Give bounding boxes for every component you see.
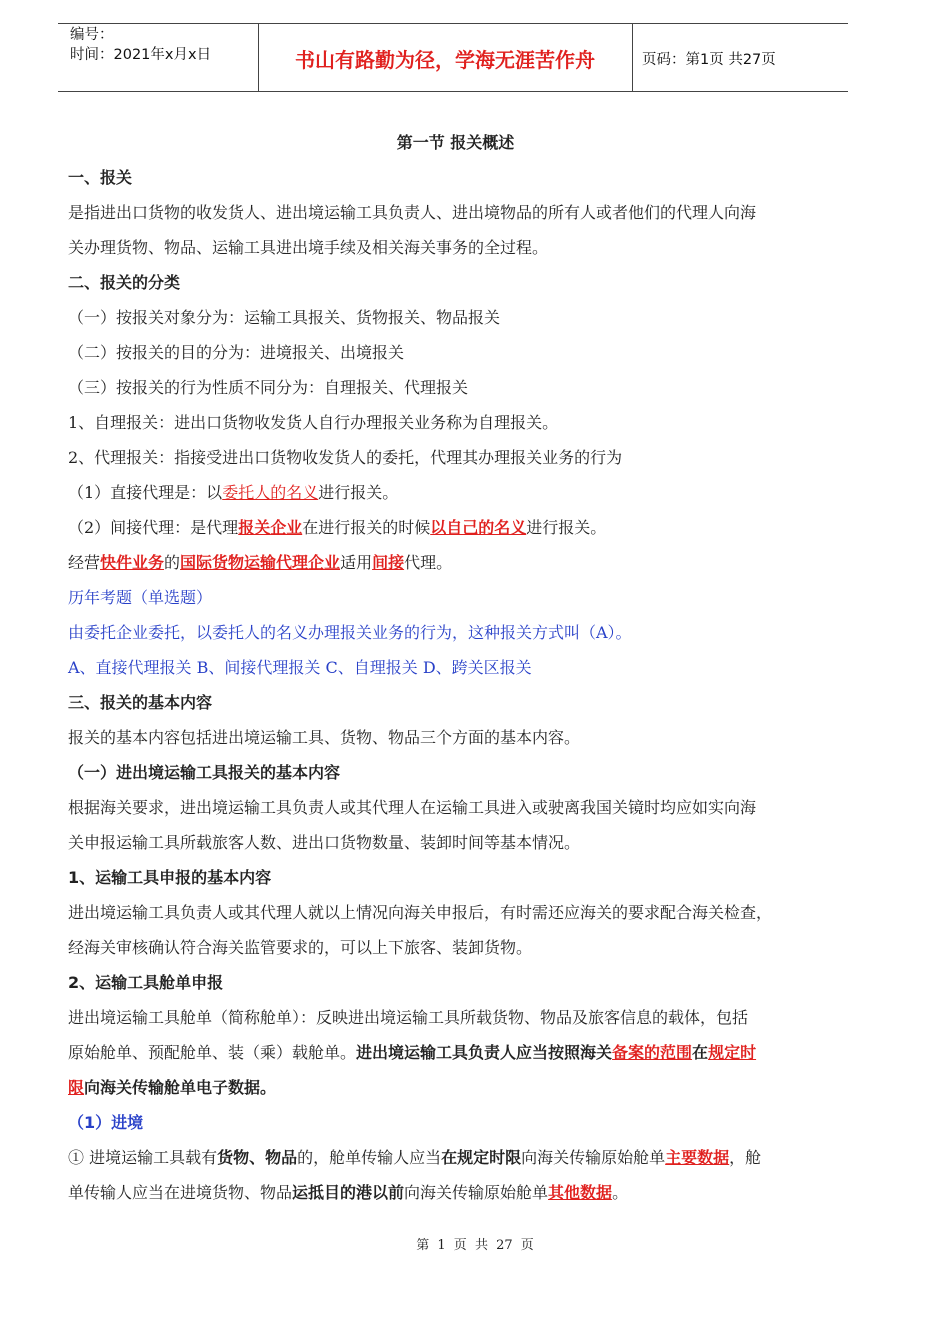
paragraph: 进出境运输工具负责人或其代理人就以上情况向海关申报后，有时需还应海关的要求配合海关检查， bbox=[68, 903, 773, 922]
paragraph: 经海关审核确认符合海关监管要求的，可以上下旅客、装卸货物。 bbox=[68, 938, 533, 957]
footer-text: 第 bbox=[416, 1238, 430, 1253]
subheading-manifest: 2、运输工具舱单申报 bbox=[68, 973, 224, 992]
header-divider-right bbox=[632, 24, 633, 91]
highlight-text: 报关企业 bbox=[238, 518, 303, 537]
header-top-rule bbox=[58, 23, 848, 24]
footer-text: 页 bbox=[453, 1238, 467, 1253]
heading-classification: 二、报关的分类 bbox=[68, 273, 181, 292]
paragraph: 关申报运输工具所载旅客人数、进出口货物数量、装卸时间等基本情况。 bbox=[68, 833, 581, 852]
highlight-text: 规定时 bbox=[708, 1043, 757, 1062]
subheading-transport-declaration: 1、运输工具申报的基本内容 bbox=[68, 868, 272, 887]
text: （1）直接代理是：以 bbox=[68, 483, 223, 502]
bold-text: 在规定时限 bbox=[441, 1148, 522, 1167]
text: 向海关传输原始舱单 bbox=[404, 1183, 549, 1202]
header-number-label: 编号： bbox=[70, 27, 114, 43]
text: 在进行报关的时候 bbox=[302, 518, 431, 537]
footer-page-number: 1 bbox=[437, 1238, 446, 1253]
footer-total-pages: 27 bbox=[496, 1238, 513, 1253]
paragraph-manifest bbox=[68, 1035, 843, 1070]
page-footer bbox=[0, 1234, 950, 1253]
bold-text: 货物、物品 bbox=[217, 1148, 298, 1167]
paragraph: 报关的基本内容包括进出境运输工具、货物、物品三个方面的基本内容。 bbox=[68, 728, 581, 747]
highlight-text: 委托人的名义 bbox=[222, 483, 319, 502]
header-motto: 书山有路勤为径，学海无涯苦作舟 bbox=[295, 48, 595, 72]
bold-text: 向海关传输舱单电子数据。 bbox=[84, 1078, 277, 1097]
bold-text: 运抵目的港以前 bbox=[292, 1183, 405, 1202]
text: 的 bbox=[164, 553, 181, 572]
paragraph: 进出境运输工具舱单（简称舱单）：反映进出境运输工具所载货物、物品及旅客信息的载体，包括 bbox=[68, 1008, 749, 1027]
highlight-text: 备案的范围 bbox=[612, 1043, 693, 1062]
highlight-text: 以自己的名义 bbox=[430, 518, 527, 537]
paragraph-manifest bbox=[68, 1070, 843, 1105]
heading-basic-content: 三、报关的基本内容 bbox=[68, 693, 213, 712]
exam-options: A、直接代理报关 B、间接代理报关 C、自理报关 D、跨关区报关 bbox=[68, 658, 532, 677]
paragraph-self-declaration: 1、自理报关：进出口货物收发货人自行办理报关业务称为自理报关。 bbox=[68, 413, 559, 432]
list-item: （一）按报关对象分为：运输工具报关、货物报关、物品报关 bbox=[68, 308, 501, 327]
paragraph-entry bbox=[68, 1140, 843, 1175]
text: 向海关传输原始舱单 bbox=[521, 1148, 666, 1167]
highlight-text: 限 bbox=[68, 1078, 85, 1097]
text: ，舱 bbox=[729, 1148, 762, 1167]
highlight-text: 快件业务 bbox=[100, 553, 165, 572]
document-body bbox=[68, 125, 843, 1210]
header-time-label: 时间：2021年x月x日 bbox=[70, 47, 212, 63]
footer-text: 页 bbox=[520, 1238, 534, 1253]
text: （2）间接代理：是代理 bbox=[68, 518, 239, 537]
footer-text: 共 bbox=[474, 1238, 488, 1253]
text: 原始舱单、预配舱单、装（乘）载舱单。 bbox=[68, 1043, 357, 1062]
bold-text: 进出境运输工具负责人应当按照海关 bbox=[356, 1043, 613, 1062]
text: 。 bbox=[612, 1183, 629, 1202]
paragraph: 根据海关要求，进出境运输工具负责人或其代理人在运输工具进入或驶离我国关镜时均应如实向海 bbox=[68, 798, 757, 817]
paragraph-agent-declaration: 2、代理报关：指接受进出口货物收发货人的委托，代理其办理报关业务的行为 bbox=[68, 448, 623, 467]
exam-question: 由委托企业委托，以委托人的名义办理报关业务的行为，这种报关方式叫（A）。 bbox=[68, 623, 632, 642]
section-title: 第一节 报关概述 bbox=[396, 133, 515, 152]
list-item: （二）按报关的目的分为：进境报关、出境报关 bbox=[68, 343, 405, 362]
header-meta bbox=[70, 25, 211, 65]
paragraph-direct-agent bbox=[68, 475, 843, 510]
highlight-text: 国际货物运输代理企业 bbox=[180, 553, 341, 572]
subheading-entry: （1）进境 bbox=[68, 1113, 144, 1132]
text: 进行报关。 bbox=[318, 483, 399, 502]
bold-text: 在 bbox=[692, 1043, 709, 1062]
header-bottom-rule bbox=[58, 91, 848, 92]
text: 经营 bbox=[68, 553, 101, 572]
paragraph: 是指进出口货物的收发货人、进出境运输工具负责人、进出境物品的所有人或者他们的代理人向海 bbox=[68, 203, 757, 222]
exam-title: 历年考题（单选题） bbox=[68, 588, 213, 607]
paragraph-express bbox=[68, 545, 843, 580]
paragraph: 关办理货物、物品、运输工具进出境手续及相关海关事务的全过程。 bbox=[68, 238, 549, 257]
text: 单传输人应当在进境货物、物品 bbox=[68, 1183, 293, 1202]
list-item: （三）按报关的行为性质不同分为：自理报关、代理报关 bbox=[68, 378, 469, 397]
highlight-text: 间接 bbox=[372, 553, 405, 572]
text: 进行报关。 bbox=[526, 518, 607, 537]
text: 适用 bbox=[340, 553, 373, 572]
subheading-transport: （一）进出境运输工具报关的基本内容 bbox=[68, 763, 341, 782]
paragraph-entry bbox=[68, 1175, 843, 1210]
heading-declaration: 一、报关 bbox=[68, 168, 133, 187]
header-page-info: 页码：第1页 共27页 bbox=[642, 52, 776, 68]
text: 的，舱单传输人应当 bbox=[297, 1148, 442, 1167]
highlight-text: 主要数据 bbox=[665, 1148, 730, 1167]
highlight-text: 其他数据 bbox=[548, 1183, 613, 1202]
text: 代理。 bbox=[404, 553, 453, 572]
text: ① 进境运输工具载有 bbox=[68, 1148, 218, 1167]
paragraph-indirect-agent bbox=[68, 510, 843, 545]
